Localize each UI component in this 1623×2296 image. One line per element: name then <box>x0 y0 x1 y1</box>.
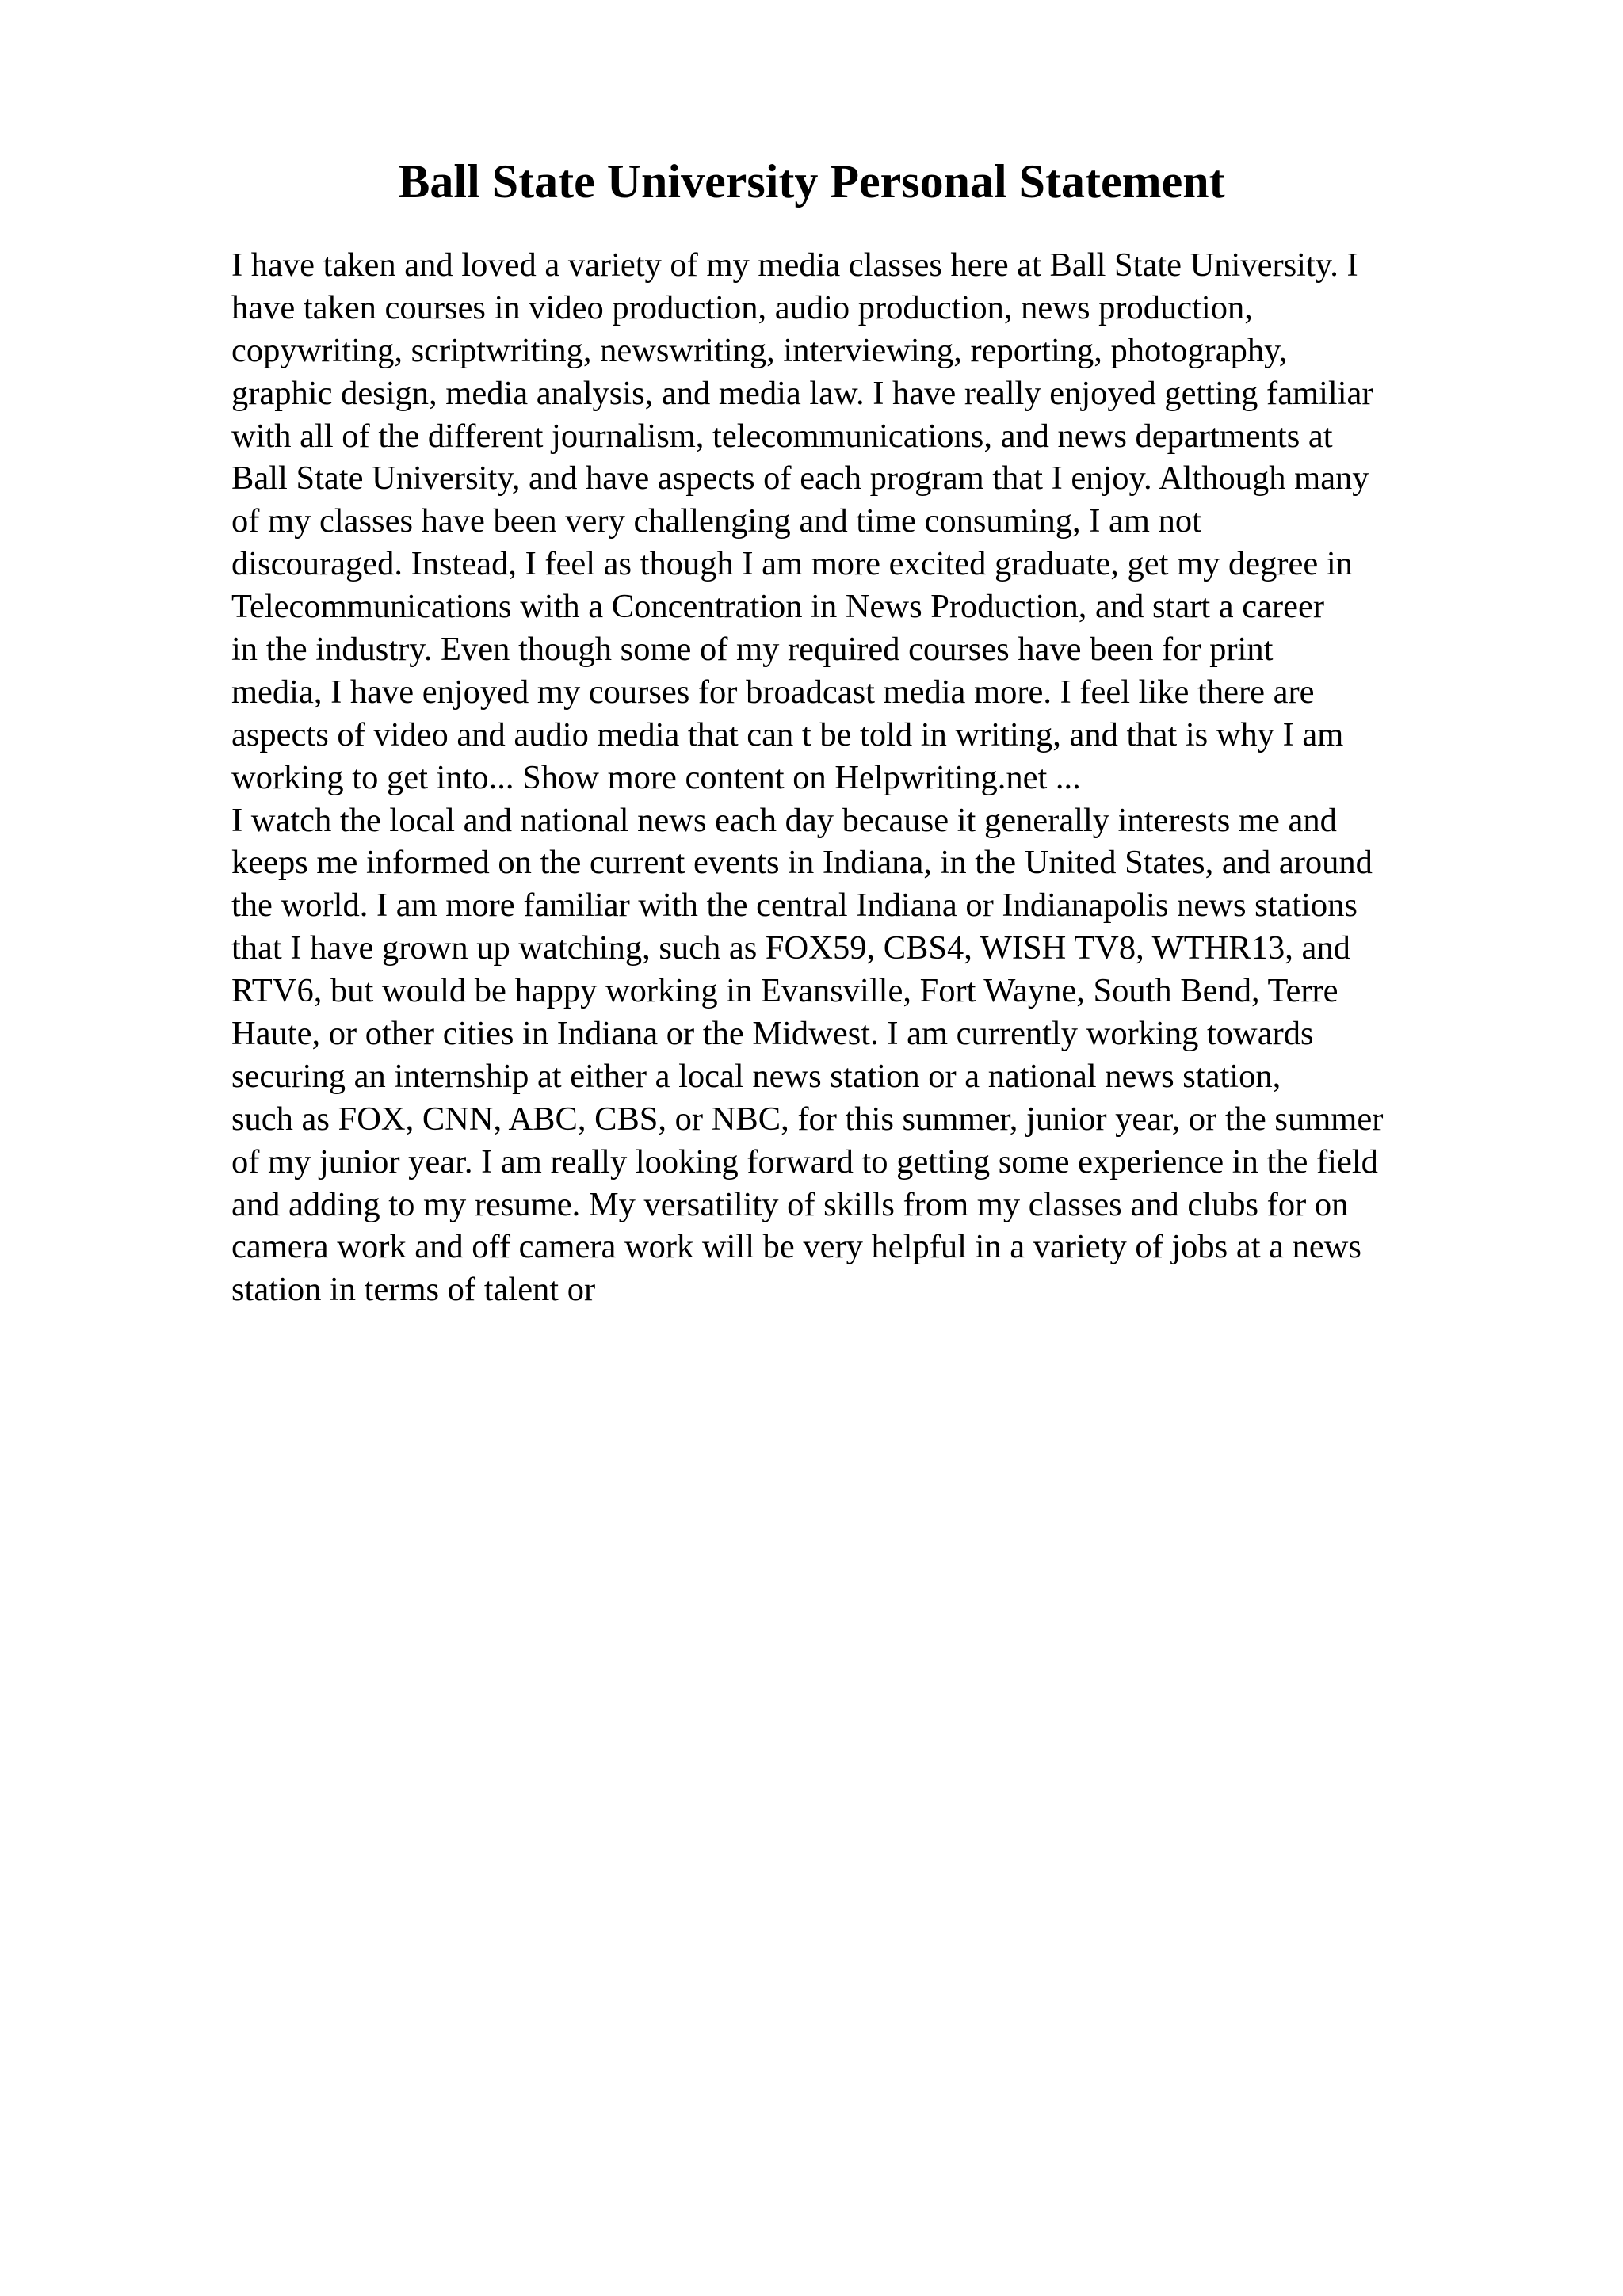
text-line: that I have grown up watching, such as FOX59, CBS4, WISH TV8, WTHR13, and <box>231 929 1350 967</box>
text-line: of my classes have been very challenging and time consuming, I am not <box>231 502 1201 540</box>
text-line: discouraged. Instead, I feel as though I am more excited graduate, get my degree in <box>231 545 1353 583</box>
text-line: RTV6, but would be happy working in Evansville, Fort Wayne, South Bend, Terre <box>231 972 1338 1010</box>
text-line: of my junior year. I am really looking forward to getting some experience in the field <box>231 1142 1378 1180</box>
text-line: securing an internship at either a local news station or a national news station, <box>231 1057 1281 1095</box>
text-line: station in terms of talent or <box>231 1271 596 1309</box>
text-line: in the industry. Even though some of my required courses have been for print <box>231 631 1274 669</box>
text-line: I watch the local and national news each day because it generally interests me and <box>231 801 1337 839</box>
text-line: I have taken and loved a variety of my media classes here at Ball State University. I <box>231 246 1358 284</box>
text-line: Ball State University, and have aspects of each program that I enjoy. Although many <box>231 460 1369 498</box>
text-line: keeps me informed on the current events in Indiana, in the United States, and around <box>231 844 1373 882</box>
text-line: such as FOX, CNN, ABC, CBS, or NBC, for this summer, junior year, or the summer <box>231 1100 1384 1138</box>
text-line: the world. I am more familiar with the central Indiana or Indianapolis news stations <box>231 887 1358 925</box>
text-line: aspects of video and audio media that can t be told in writing, and that is why I am <box>231 715 1344 753</box>
text-line: camera work and off camera work will be very helpful in a variety of jobs at a news <box>231 1228 1361 1266</box>
text-line: with all of the different journalism, telecommunications, and news departments at <box>231 417 1333 455</box>
text-line: Haute, or other cities in Indiana or the Midwest. I am currently working towards <box>231 1015 1314 1053</box>
show-more-line: working to get into... Show more content on Helpwriting.net ... <box>231 758 1081 796</box>
text-line: and adding to my resume. My versatility of skills from my classes and clubs for on <box>231 1185 1349 1223</box>
body-text <box>231 244 1383 1311</box>
text-line: have taken courses in video production, audio production, news production, <box>231 288 1253 326</box>
text-line: copywriting, scriptwriting, newswriting, interviewing, reporting, photography, <box>231 331 1288 369</box>
text-line: media, I have enjoyed my courses for broadcast media more. I feel like there are <box>231 673 1315 711</box>
page-title: Ball State University Personal Statement <box>398 155 1225 208</box>
text-line: Telecommunications with a Concentration in News Production, and start a career <box>231 588 1325 626</box>
text-line: graphic design, media analysis, and media law. I have really enjoyed getting familiar <box>231 374 1373 412</box>
